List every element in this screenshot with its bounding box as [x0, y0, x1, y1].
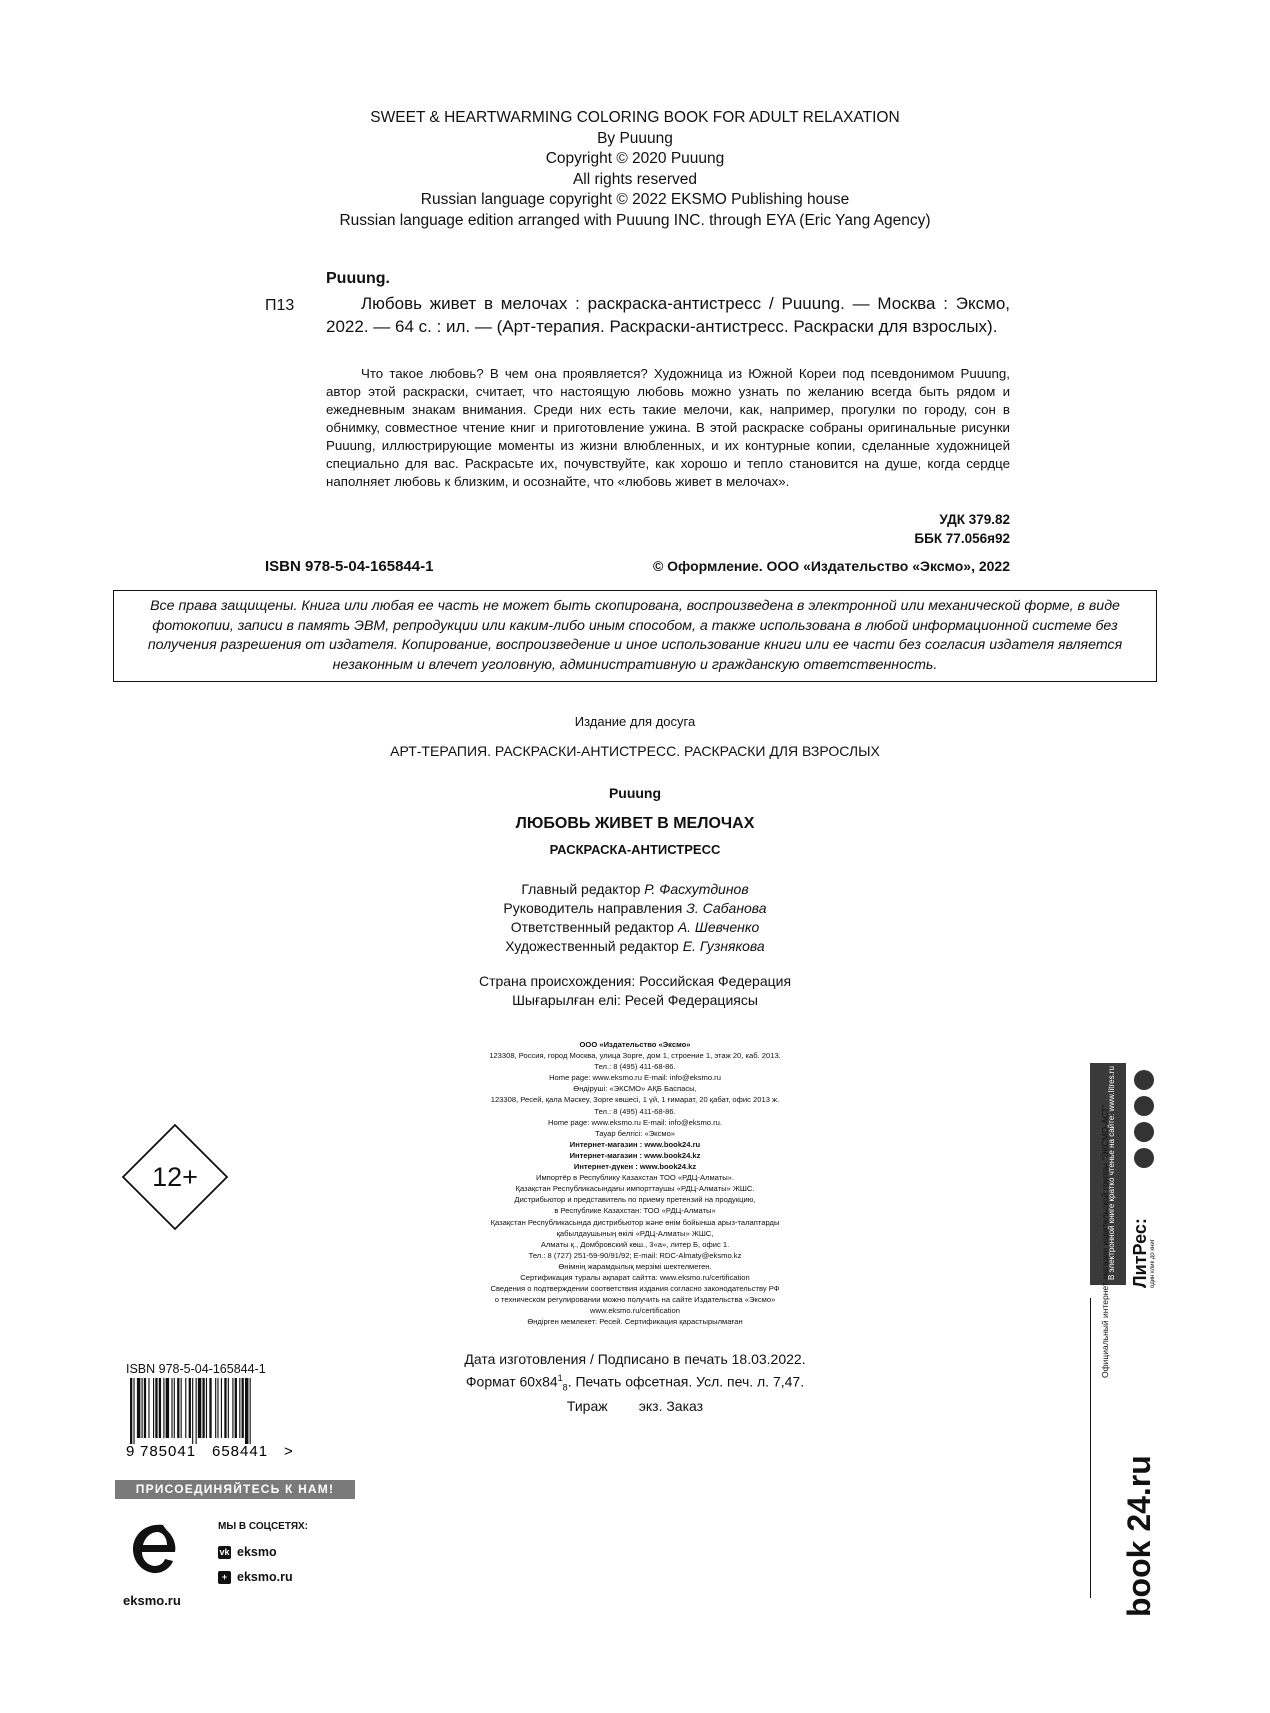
small-print-line: ООО «Издательство «Эксмо» — [579, 1040, 691, 1049]
barcode-bar — [239, 1378, 240, 1438]
eksmo-logo-icon — [123, 1517, 187, 1581]
litres-logo — [1126, 1200, 1156, 1290]
staff-role: Художественный редактор — [505, 938, 679, 954]
vk-icon: vk — [219, 1547, 230, 1557]
print-date: Дата изготовления / Подписано в печать 18.03.2022. — [464, 1351, 806, 1367]
small-print-line: Home page: www.eksmo.ru E-mail: info@eksmo.ru. — [548, 1117, 722, 1127]
social-link-site[interactable] — [218, 1570, 293, 1584]
small-print-line: Алматы қ., Домбровский көш., 3«а», литер Б, офис 1. — [540, 1239, 730, 1249]
plus-icon: + — [218, 1571, 231, 1584]
barcode-bar — [181, 1378, 182, 1438]
barcode-bar — [174, 1378, 175, 1438]
barcode-digits-left: 785041 — [140, 1443, 197, 1460]
small-print-line: в Республике Казахстан: ТОО «РДЦ-Алматы» — [554, 1206, 716, 1216]
barcode-bar — [185, 1378, 186, 1438]
staff-row — [0, 918, 1270, 937]
barcode-bar — [221, 1378, 222, 1438]
udk-code: УДК 379.82 — [939, 512, 1010, 527]
design-copyright: © Оформление. ООО «Издательство «Эксмо», 2022 — [652, 558, 1010, 574]
barcode-bar — [215, 1378, 216, 1438]
small-print-line: Импортёр в Республику Казахстан ТОО «РДЦ-Алматы». — [535, 1173, 734, 1183]
staff-name: Р. Фасхутдинов — [644, 881, 749, 897]
country-of-origin — [0, 972, 1270, 1010]
book-title: ЛЮБОВЬ ЖИВЕТ В МЕЛОЧАХ — [515, 815, 755, 832]
country-kz: Шығарылған елі: Ресей Федерациясы — [512, 992, 758, 1008]
author-code: П13 — [265, 297, 295, 314]
barcode-bar — [189, 1378, 191, 1438]
litres-promo: В электронной книге кратко чтенье на сайте: www.litres.ru — [1107, 1066, 1116, 1280]
barcode-bar — [159, 1378, 161, 1438]
small-print-line: Сертификация туралы ақпарат сайтта: www.eksmo.ru/certification — [520, 1272, 750, 1282]
russian-copyright: Russian language copyright © 2022 EKSMO Publishing house — [420, 191, 850, 208]
barcode-bar — [209, 1378, 211, 1438]
small-print-line: Өндіруші: «ЭКСМО» АҚБ Баспасы, — [573, 1084, 697, 1094]
litres-logo-text: ЛитРес: — [1130, 1218, 1150, 1288]
staff-row — [0, 937, 1270, 956]
staff-row — [0, 899, 1270, 918]
android-icon — [1134, 1122, 1154, 1142]
barcode-bar — [202, 1378, 204, 1438]
rights-reserved: All rights reserved — [572, 170, 698, 188]
staff-name: З. Сабанова — [686, 900, 767, 916]
edition-type: Издание для досуга — [574, 714, 696, 729]
small-print-line: Өндірген мемлекет: Ресей. Сертификация қарастырылмаған — [527, 1317, 743, 1327]
format-sub: 8 — [562, 1382, 568, 1393]
format-sup: 1 — [557, 1373, 563, 1383]
small-print-line: Өнімнің жарамдылық мерзімі шектелмеген. — [558, 1261, 712, 1271]
barcode-bar — [217, 1378, 218, 1438]
barcode-bar — [133, 1378, 134, 1444]
small-print-line: қабылдаушының өкілі «РДЦ-Алматы» ЖШС, — [556, 1228, 714, 1238]
social-label: eksmo — [237, 1545, 277, 1559]
small-print-line: Дистрибьютор и представитель по приему претензий на продукцию, — [514, 1195, 756, 1205]
small-print-line: Тел.: 8 (495) 411-68-86. — [594, 1106, 676, 1116]
small-print-line: Интернет-магазин : www.book24.ru — [569, 1139, 701, 1149]
publisher-small-print — [420, 1039, 850, 1327]
barcode-bar — [242, 1378, 244, 1438]
barcode-bar — [245, 1378, 248, 1444]
barcode-bar — [192, 1378, 193, 1444]
barcode-isbn: ISBN 978-5-04-165844-1 — [126, 1362, 266, 1376]
barcode-bar — [144, 1378, 146, 1438]
social-label: eksmo.ru — [237, 1570, 293, 1584]
eksmo-site-link[interactable]: eksmo.ru — [123, 1593, 181, 1608]
series-name: АРТ-ТЕРАПИЯ. РАСКРАСКИ-АНТИСТРЕСС. РАСКРАСКИ ДЛЯ ВЗРОСЛЫХ — [390, 743, 880, 759]
staff-name: А. Шевченко — [677, 919, 760, 935]
apple-icon — [1134, 1148, 1154, 1168]
staff-role: Ответственный редактор — [510, 919, 674, 935]
imprint-author: Puuung — [608, 785, 662, 801]
format-rest: . Печать офсетная. Усл. печ. л. 7,47. — [567, 1373, 805, 1390]
barcode-bar — [142, 1378, 143, 1438]
social-link-vk[interactable] — [218, 1545, 277, 1559]
barcode — [126, 1378, 296, 1458]
small-print-line: Интернет-дүкен : www.book24.kz — [573, 1162, 697, 1172]
age-rating-text: 12+ — [152, 1162, 198, 1192]
barcode-bar — [250, 1378, 251, 1444]
small-print-line: Тауар белгісі: «Эксмо» — [594, 1128, 676, 1138]
annotation: Что такое любовь? В чем она проявляется? Художница из Южной Кореи под псевдонимом Puuung, автор этой раскраски, считает, что настоящую любовь можно узнать по желанию всегда быть рядом и ежедневным знакам внимания. Среди них есть такие мелочи, как, например, прогулки по городу, сон в обнимку, совместное чтение книг и приготовление ужина. В этой раскраске собраны оригинальные рисунки Puuung, иллюстрирующие моменты из жизни влюбленных, и их контурные копии, сделанные художницей специально для вас. Раскрасьте их, почувствуйте, как хорошо и тепло становится на душе, когда сердце наполняет любовь к близким, и осознайте, что «любовь живет в мелочах». — [326, 366, 1010, 489]
barcode-bar — [137, 1378, 140, 1438]
barcode-bar — [171, 1378, 172, 1438]
original-title: SWEET & HEARTWARMING COLORING BOOK FOR ADULT RELAXATION — [370, 109, 900, 126]
small-print-line: www.eksmo.ru/certification — [590, 1306, 680, 1316]
barcode-bar — [153, 1378, 154, 1438]
barcode-bar — [177, 1378, 179, 1438]
litres-logo-sub: один клик до книг — [1150, 1239, 1156, 1288]
barcode-bar — [166, 1378, 169, 1438]
print-run: Тираж экз. Заказ — [566, 1398, 704, 1415]
barcode-bar — [206, 1378, 207, 1438]
edition-arranged: Russian language edition arranged with Puuung INC. through EYA (Eric Yang Agency) — [339, 211, 931, 229]
windows-icon — [1134, 1070, 1154, 1090]
barcode-bar — [148, 1378, 149, 1438]
staff-role: Главный редактор — [521, 881, 641, 897]
biblio-author: Puuung. — [326, 270, 390, 287]
staff-role: Руководитель направления — [503, 900, 683, 916]
staff-list — [0, 880, 1270, 956]
small-print-line: 123308, Россия, город Москва, улица Зорге, дом 1, строение 1, этаж 20, каб. 2013. — [489, 1051, 781, 1061]
rights-notice-text: Все права защищены. Книга или любая ее часть не может быть скопирована, воспроизведена в электронной или механической форме, в виде фотокопии, записи в память ЭВМ, репродукции или каким-либо иным способом, а также использована в любой информационной системе без получения разрешения от издателя. Копирование, воспроизведение и иное использование книги или ее части без согласия издателя является незаконным и влечет уголовную, административную и гражданскую ответственность. — [147, 598, 1123, 673]
copyright-line: Copyright © 2020 Puuung — [545, 150, 725, 167]
small-print-line: Тел.: 8 (727) 251-59-90/91/92; E-mail: RDC-Almaty@eksmo.kz — [528, 1250, 742, 1260]
barcode-digits-right: 658441 — [212, 1443, 269, 1460]
barcode-digit-tail: > — [284, 1443, 293, 1460]
book-subtitle: РАСКРАСКА-АНТИСТРЕСС — [549, 842, 721, 857]
small-print-line: 123308, Ресей, қала Мәскеу, Зорге көшесі, 1 үй, 1 ғимарат, 20 қабат, офис 2013 ж. — [490, 1095, 780, 1105]
barcode-bar — [224, 1378, 226, 1438]
book24-logo — [1118, 1445, 1158, 1620]
join-banner: ПРИСОЕДИНЯЙТЕСЬ К НАМ! — [115, 1480, 355, 1499]
social-title: МЫ В СОЦСЕТЯХ: — [218, 1521, 309, 1532]
small-print-line: Тел.: 8 (495) 411-68-86. — [594, 1062, 676, 1072]
windows-phone-icon — [1134, 1096, 1154, 1116]
age-rating-badge — [120, 1122, 230, 1232]
biblio-description: Любовь живет в мелочах : раскраска-антистресс / Puuung. — Москва : Эксмо, 2022. — 64 с. : ил. — (Арт-терапия. Раскраски-антистресс. Раскраски для взрослых). — [326, 294, 1010, 336]
top-credits — [0, 108, 1270, 231]
small-print-line: Қазақстан Республикасында дистрибьютор және өнім бойынша арыз-талаптарды — [490, 1217, 780, 1227]
barcode-bar — [155, 1378, 157, 1438]
barcode-bar — [228, 1378, 229, 1438]
country-ru: Страна происхождения: Российская Федерация — [478, 973, 792, 989]
small-print-line: Home page: www.eksmo.ru E-mail: info@eksmo.ru — [549, 1073, 721, 1083]
small-print-line: Қазақстан Республикасындағы импорттаушы «РДЦ-Алматы» ЖШС. — [515, 1184, 755, 1194]
book24-logo-text: book 24.ru — [1121, 1455, 1157, 1617]
isbn: ISBN 978-5-04-165844-1 — [265, 558, 434, 575]
barcode-bar — [130, 1378, 132, 1444]
barcode-bar — [198, 1378, 201, 1438]
staff-row — [0, 880, 1270, 899]
barcode-digit-lead: 9 — [126, 1443, 135, 1460]
barcode-bar — [163, 1378, 164, 1438]
rights-notice-box — [113, 590, 1157, 682]
small-print-line: о техническом регулировании можно получить на сайте Издательства «Эксмо» — [494, 1295, 776, 1305]
barcode-bar — [196, 1378, 197, 1444]
classification — [700, 510, 1010, 548]
bbk-code: ББК 77.056я92 — [914, 531, 1010, 546]
barcode-bar — [232, 1378, 233, 1438]
barcode-bar — [235, 1378, 237, 1438]
staff-name: Е. Гузнякова — [682, 938, 765, 954]
vertical-divider — [1090, 1298, 1091, 1598]
by-author: By Puuung — [597, 129, 673, 147]
book24-official: Официальный интернет-магазин издательской группы "ЭКСМО-АСТ" — [1100, 1104, 1110, 1378]
platform-icons — [1134, 1070, 1154, 1168]
format-text: Формат 60x84 — [465, 1373, 558, 1390]
small-print-line: Сведения о подтверждении соответствия издания согласно законодательству РФ — [490, 1284, 780, 1294]
small-print-line: Интернет-магазин : www.book24.kz — [569, 1150, 701, 1160]
